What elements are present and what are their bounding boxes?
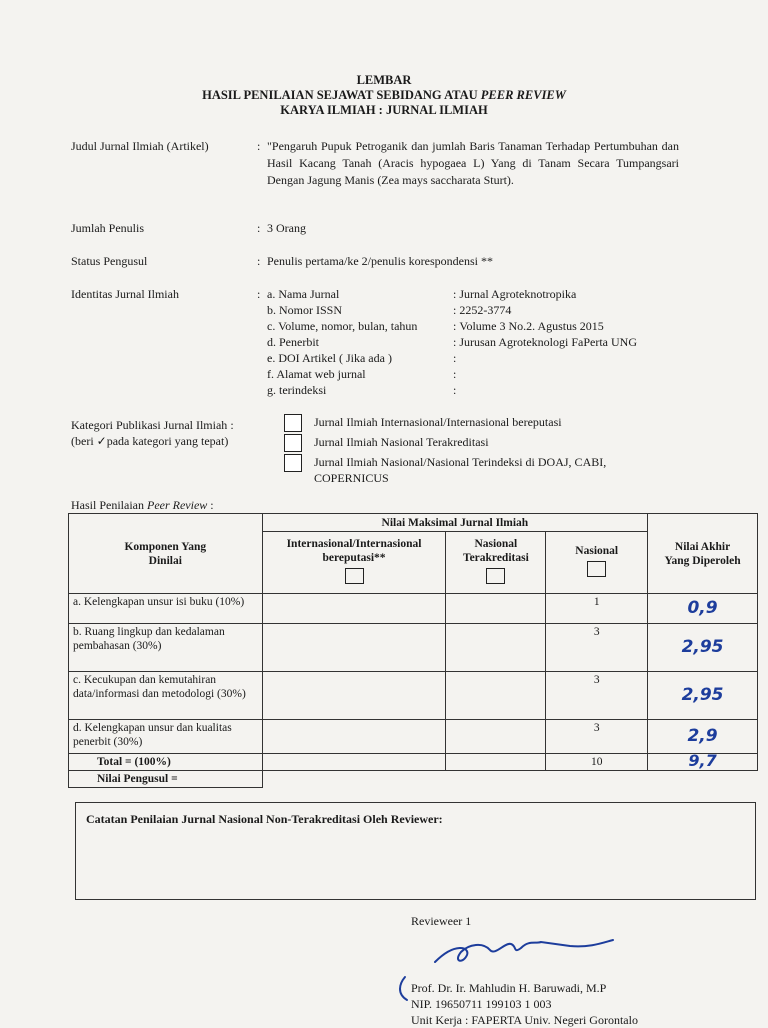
review-table	[68, 513, 758, 788]
table-row	[69, 624, 758, 672]
kategori-option	[284, 454, 664, 486]
penulis-value: 3 Orang	[267, 221, 306, 235]
internasional-checkbox[interactable]	[345, 568, 364, 584]
col-group: Nilai Maksimal Jurnal Ilmiah	[262, 514, 647, 532]
cell-internasional	[262, 672, 446, 720]
identitas-key: f. Alamat web jurnal	[267, 367, 366, 381]
identitas-key: g. terindeksi	[267, 383, 327, 397]
handwritten-score: 0,9	[687, 597, 718, 618]
colon: :	[257, 139, 261, 153]
identitas-row: f. Alamat web jurnal :	[267, 367, 460, 381]
colon: :	[257, 287, 261, 301]
kategori-checkbox-terakreditasi[interactable]	[284, 434, 302, 452]
identitas-row: g. terindeksi :	[267, 383, 460, 397]
catatan-box	[75, 802, 756, 900]
col-terakreditasi	[446, 532, 546, 594]
identitas-list	[267, 286, 707, 398]
nasional-checkbox[interactable]	[587, 561, 606, 577]
cell-terakreditasi	[446, 594, 546, 624]
colon: :	[257, 254, 261, 268]
kategori-option-label: Jurnal Ilmiah Nasional/Nasional Terindeksi di DOAJ, CABI, COPERNICUS	[314, 455, 607, 485]
cell-terakreditasi	[446, 624, 546, 672]
catatan-title: Catatan Penilaian Jurnal Nasional Non-Terakreditasi Oleh Reviewer:	[86, 812, 443, 826]
cell-internasional	[262, 720, 446, 754]
identitas-value: Jurusan Agroteknologi FaPerta UNG	[459, 335, 637, 349]
kategori-checkbox-nasional[interactable]	[284, 454, 302, 472]
identitas-key: b. Nomor ISSN	[267, 303, 343, 317]
penulis-label: Jumlah Penulis	[71, 221, 145, 235]
judul-label: Judul Jurnal Ilmiah (Artikel)	[71, 139, 209, 153]
cell-nasional: 3	[546, 624, 648, 672]
identitas-row: d. Penerbit : Jurusan Agroteknologi FaPerta UNG	[267, 335, 637, 349]
kategori-hint: (beri ✓pada kategori yang tepat)	[71, 434, 229, 448]
terakreditasi-checkbox[interactable]	[486, 568, 505, 584]
cell-akhir	[648, 594, 758, 624]
kategori-checkbox-internasional[interactable]	[284, 414, 302, 432]
total-nasional: 10	[546, 754, 648, 771]
kategori-option-label: Jurnal Ilmiah Internasional/Internasional bereputasi	[314, 415, 562, 429]
reviewer-nip: NIP. 19650711 199103 1 003	[411, 997, 552, 1011]
identitas-row: a. Nama Jurnal : Jurnal Agroteknotropika	[267, 287, 577, 301]
cell-internasional	[262, 624, 446, 672]
col-nasional	[546, 532, 648, 594]
cell-internasional	[262, 594, 446, 624]
review-title-colon: :	[207, 498, 214, 512]
kategori-option	[284, 434, 664, 454]
colon: :	[257, 221, 261, 235]
handwritten-score: 2,95	[681, 636, 724, 657]
row-label: c. Kecukupan dan kemutahiran data/informasi dan metodologi (30%)	[69, 672, 263, 720]
identitas-row: b. Nomor ISSN : 2252-3774	[267, 303, 512, 317]
row-label: b. Ruang lingkup dan kedalaman pembahasan (30%)	[69, 624, 263, 672]
pengusul-label: Nilai Pengusul =	[69, 771, 263, 788]
table-row	[69, 672, 758, 720]
total-label: Total = (100%)	[69, 754, 263, 771]
cell-terakreditasi	[446, 720, 546, 754]
pengusul-empty	[262, 771, 757, 788]
reviewer-unit: Unit Kerja : FAPERTA Univ. Negeri Gorontalo	[411, 1013, 638, 1027]
header-title-main: HASIL PENILAIAN SEJAWAT SEBIDANG ATAU	[202, 88, 481, 102]
table-header-row	[69, 514, 758, 532]
col-komponen-label: Komponen Yang Dinilai	[124, 540, 207, 567]
review-title-italic: Peer Review	[146, 498, 208, 512]
handwritten-score: 2,9	[687, 725, 718, 746]
col-akhir-label: Nilai Akhir Yang Diperoleh	[664, 540, 741, 567]
identitas-value: 2252-3774	[459, 303, 512, 317]
kategori-option-label: Jurnal Ilmiah Nasional Terakreditasi	[314, 435, 489, 449]
cell-terakreditasi	[446, 672, 546, 720]
col-akhir	[648, 514, 758, 594]
total-akhir	[648, 751, 758, 771]
identitas-value: Jurnal Agroteknotropika	[459, 287, 577, 301]
cell-akhir	[648, 720, 758, 754]
kategori-option	[284, 414, 664, 434]
cell-terakreditasi	[446, 754, 546, 771]
kategori-options	[284, 414, 664, 486]
kategori-label: Kategori Publikasi Jurnal Ilmiah :	[71, 418, 234, 432]
col-terakreditasi-label: Nasional Terakreditasi	[462, 538, 529, 564]
col-internasional	[262, 532, 446, 594]
table-pengusul-row	[69, 771, 758, 788]
identitas-key: a. Nama Jurnal	[267, 287, 340, 301]
judul-value: "Pengaruh Pupuk Petroganik dan jumlah Baris Tanaman Terhadap Pertumbuhan dan Hasil Kacang Tanah (Aracis hypogaea L) Yang di Tanam Secara Tumpangsari Dengan Jagung Manis (Zea mays saccharata Sturt).	[267, 139, 679, 187]
table-row	[69, 720, 758, 754]
header-title-italic: PEER REVIEW	[480, 88, 566, 102]
review-title	[71, 497, 214, 513]
doc-header	[0, 73, 768, 118]
reviewer-name: Prof. Dr. Ir. Mahludin H. Baruwadi, M.P	[411, 981, 607, 995]
table-row	[69, 594, 758, 624]
row-label: d. Kelengkapan unsur dan kualitas penerbit (30%)	[69, 720, 263, 754]
row-label: a. Kelengkapan unsur isi buku (10%)	[69, 594, 263, 624]
identitas-row: c. Volume, nomor, bulan, tahun : Volume 3 No.2. Agustus 2015	[267, 319, 604, 333]
kategori-label-main: Kategori Publikasi Jurnal Ilmiah	[71, 418, 228, 432]
handwritten-score: 2,95	[681, 684, 724, 705]
cell-akhir	[648, 624, 758, 672]
cell-nasional: 3	[546, 672, 648, 720]
status-label: Status Pengusul	[71, 254, 148, 268]
identitas-key: c. Volume, nomor, bulan, tahun	[267, 319, 418, 333]
review-title-main: Hasil Penilaian	[71, 498, 147, 512]
table-total-row	[69, 754, 758, 771]
header-subtitle: KARYA ILMIAH : JURNAL ILMIAH	[280, 103, 488, 117]
handwritten-total: 9,7	[688, 751, 717, 770]
cell-akhir	[648, 672, 758, 720]
cell-nasional: 1	[546, 594, 648, 624]
identitas-value: Volume 3 No.2. Agustus 2015	[459, 319, 604, 333]
identitas-row: e. DOI Artikel ( Jika ada ) :	[267, 351, 460, 365]
status-value: Penulis pertama/ke 2/penulis korespondensi **	[267, 254, 493, 268]
identitas-key: e. DOI Artikel ( Jika ada )	[267, 351, 392, 365]
cell-internasional	[262, 754, 446, 771]
header-title	[0, 88, 768, 103]
identitas-key: d. Penerbit	[267, 335, 319, 349]
identitas-label: Identitas Jurnal Ilmiah	[71, 287, 179, 301]
header-lembar: LEMBAR	[356, 73, 412, 87]
col-internasional-label: Internasional/Internasional bereputasi**	[286, 538, 422, 564]
col-nasional-label: Nasional	[575, 545, 619, 557]
col-komponen	[69, 514, 263, 594]
cell-nasional: 3	[546, 720, 648, 754]
reviewer-role: Revieweer 1	[411, 914, 472, 928]
